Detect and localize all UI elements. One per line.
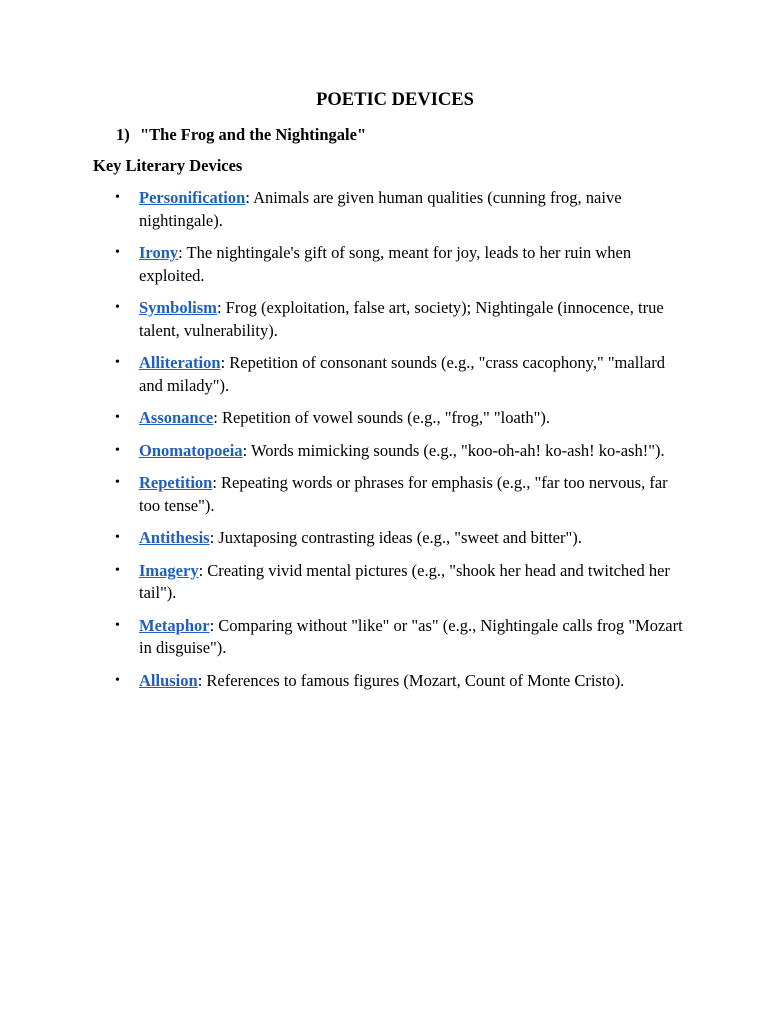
bullet-icon: •: [115, 245, 120, 260]
bullet-icon: •: [115, 190, 120, 205]
list-item-irony: [115, 242, 684, 287]
list-item-symbolism: [115, 297, 684, 342]
bullet-icon: •: [115, 475, 120, 490]
device-description: : Words mimicking sounds (e.g., "koo-oh-ah! ko-ash! ko-ash!").: [242, 440, 665, 460]
section-title: "The Frog and the Nightingale": [140, 125, 367, 144]
bullet-icon: •: [115, 355, 120, 370]
page-title: POETIC DEVICES: [316, 90, 474, 110]
section-number: 1): [116, 125, 130, 144]
device-description: : The nightingale's gift of song, meant for joy, leads to her ruin when exploited.: [139, 243, 632, 285]
bullet-icon: •: [115, 410, 120, 425]
device-description: : Repeating words or phrases for emphasis (e.g., "far too nervous, far too tense").: [139, 473, 668, 515]
device-description: : Repetition of consonant sounds (e.g., "crass cacophony," "mallard and milady").: [139, 353, 665, 395]
link-allusion[interactable]: Allusion: [139, 670, 198, 690]
device-description: : Animals are given human qualities (cunning frog, naive nightingale).: [139, 188, 622, 230]
list-item-repetition: [115, 472, 684, 517]
list-item-antithesis: [115, 527, 684, 550]
link-irony[interactable]: Irony: [139, 243, 179, 262]
device-description: : Creating vivid mental pictures (e.g., "shook her head and twitched her tail").: [139, 560, 670, 602]
sub-heading: Key Literary Devices: [93, 156, 243, 175]
link-onomatopoeia[interactable]: Onomatopoeia: [139, 440, 243, 460]
device-description: : Repetition of vowel sounds (e.g., "frog," "loath").: [213, 408, 550, 427]
device-description: : Frog (exploitation, false art, society); Nightingale (innocence, true talent, vulnerability).: [139, 298, 664, 340]
link-repetition[interactable]: Repetition: [139, 473, 213, 492]
list-item-personification: [115, 187, 684, 232]
bullet-icon: •: [115, 562, 120, 578]
device-description: : References to famous figures (Mozart, Count of Monte Cristo).: [197, 670, 625, 690]
link-alliteration[interactable]: Alliteration: [139, 353, 221, 372]
link-personification[interactable]: Personification: [139, 188, 246, 207]
bullet-icon: •: [115, 442, 120, 458]
link-symbolism[interactable]: Symbolism: [139, 298, 217, 317]
list-item-metaphor: [115, 615, 684, 660]
device-list: [115, 187, 684, 702]
list-item-imagery: [115, 560, 684, 605]
device-description: : Juxtaposing contrasting ideas (e.g., "sweet and bitter").: [209, 528, 582, 547]
link-assonance[interactable]: Assonance: [139, 408, 214, 427]
bullet-icon: •: [115, 300, 120, 315]
list-item-onomatopoeia: [115, 440, 684, 463]
link-imagery[interactable]: Imagery: [139, 560, 199, 580]
list-item-alliteration: [115, 352, 684, 397]
list-item-allusion: [115, 670, 684, 693]
list-item-assonance: [115, 407, 684, 430]
bullet-icon: •: [115, 530, 120, 545]
bullet-icon: •: [115, 672, 120, 688]
link-antithesis[interactable]: Antithesis: [139, 528, 210, 547]
bullet-icon: •: [115, 617, 120, 633]
device-description: : Comparing without "like" or "as" (e.g., Nightingale calls frog "Mozart in disguise").: [139, 615, 683, 657]
section-heading: [116, 124, 366, 146]
link-metaphor[interactable]: Metaphor: [139, 615, 210, 635]
